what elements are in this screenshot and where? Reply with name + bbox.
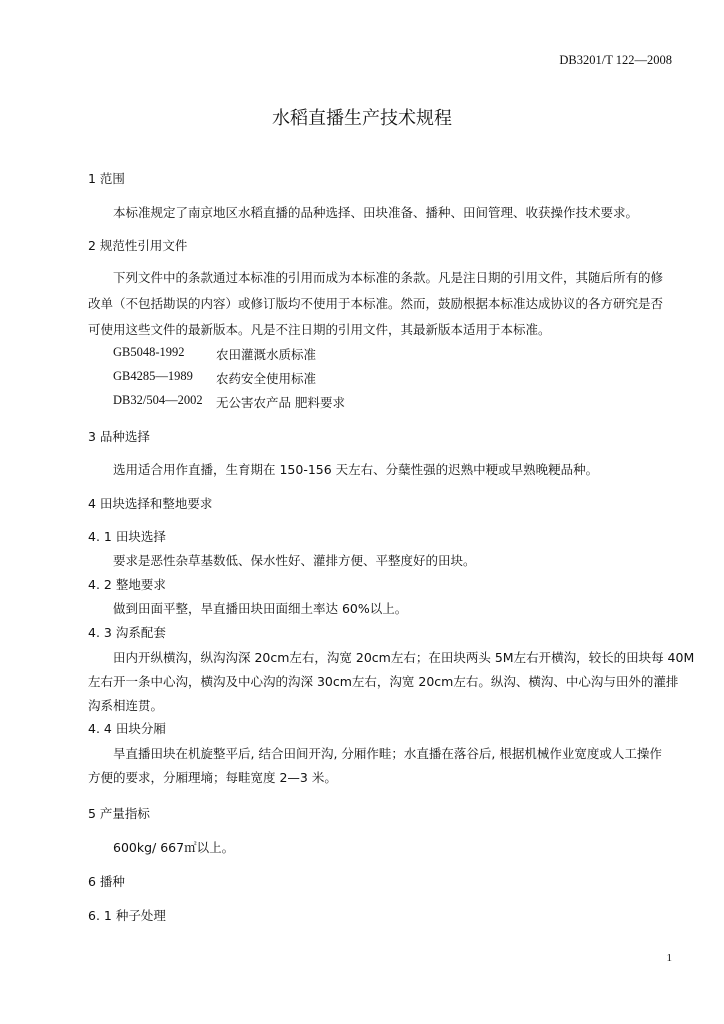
section-4-3-heading: 4. 3 沟系配套 xyxy=(88,625,166,640)
section-6-heading: 6 播种 xyxy=(88,874,125,889)
section-5-paragraph: 600kg/ 667㎡以上。 xyxy=(113,840,235,855)
section-2-paragraph-line-1: 下列文件中的条款通过本标准的引用而成为本标准的条款。凡是注日期的引用文件，其随后所有的修 xyxy=(113,270,664,285)
section-4-4-heading: 4. 4 田块分厢 xyxy=(88,721,166,736)
reference-code: GB4285—1989 xyxy=(113,369,193,383)
section-2-paragraph-line-2: 改单（不包括勘误的内容）或修订版均不使用于本标准。然而，鼓励根据本标准达成协议的各方研究是否 xyxy=(88,296,664,311)
section-3-paragraph: 选用适合用作直播，生育期在 150-156 天左右、分蘖性强的迟熟中粳或早熟晚粳品种。 xyxy=(113,462,599,477)
section-1-heading: 1 范围 xyxy=(88,171,125,186)
section-4-heading: 4 田块选择和整地要求 xyxy=(88,496,213,511)
section-1-paragraph: 本标准规定了南京地区水稻直播的品种选择、田块准备、播种、田间管理、收获操作技术要求。 xyxy=(113,205,639,220)
page-number: 1 xyxy=(666,952,672,964)
section-2-heading: 2 规范性引用文件 xyxy=(88,238,188,253)
reference-title: 农田灌溉水质标准 xyxy=(216,347,317,362)
section-4-2-heading: 4. 2 整地要求 xyxy=(88,577,166,592)
section-4-4-paragraph-line-1: 旱直播田块在机旋整平后, 结合田间开沟, 分厢作畦；水直播在落谷后, 根据机械作业宽度或人工操作 xyxy=(113,746,662,761)
reference-title: 无公害农产品 肥料要求 xyxy=(216,395,345,410)
section-6-1-heading: 6. 1 种子处理 xyxy=(88,908,166,923)
section-4-3-paragraph-line-2: 左右开一条中心沟，横沟及中心沟的沟深 30cm左右，沟宽 20cm左右。纵沟、横沟、中心沟与田外的灌排 xyxy=(88,674,679,689)
section-4-4-paragraph-line-2: 方便的要求，分厢理墒；每畦宽度 2—3 米。 xyxy=(88,770,337,785)
section-4-3-paragraph-line-1: 田内开纵横沟，纵沟沟深 20cm左右，沟宽 20cm左右；在田块两头 5M左右开横沟，较长的田块每 40M xyxy=(113,650,695,665)
section-4-1-paragraph: 要求是恶性杂草基数低、保水性好、灌排方便、平整度好的田块。 xyxy=(113,553,476,568)
reference-code: DB32/504—2002 xyxy=(113,393,203,407)
document-code: DB3201/T 122—2008 xyxy=(559,53,672,67)
reference-title: 农药安全使用标准 xyxy=(216,371,317,386)
section-2-paragraph-line-3: 可使用这些文件的最新版本。凡是不注日期的引用文件，其最新版本适用于本标准。 xyxy=(88,322,551,337)
section-5-heading: 5 产量指标 xyxy=(88,806,150,821)
section-4-2-paragraph: 做到田面平整，旱直播田块田面细土率达 60%以上。 xyxy=(113,601,408,616)
section-4-1-heading: 4. 1 田块选择 xyxy=(88,529,166,544)
section-3-heading: 3 品种选择 xyxy=(88,429,150,444)
section-4-3-paragraph-line-3: 沟系相连贯。 xyxy=(88,698,164,713)
reference-code: GB5048-1992 xyxy=(113,345,185,359)
document-title: 水稻直播生产技术规程 xyxy=(272,108,452,129)
